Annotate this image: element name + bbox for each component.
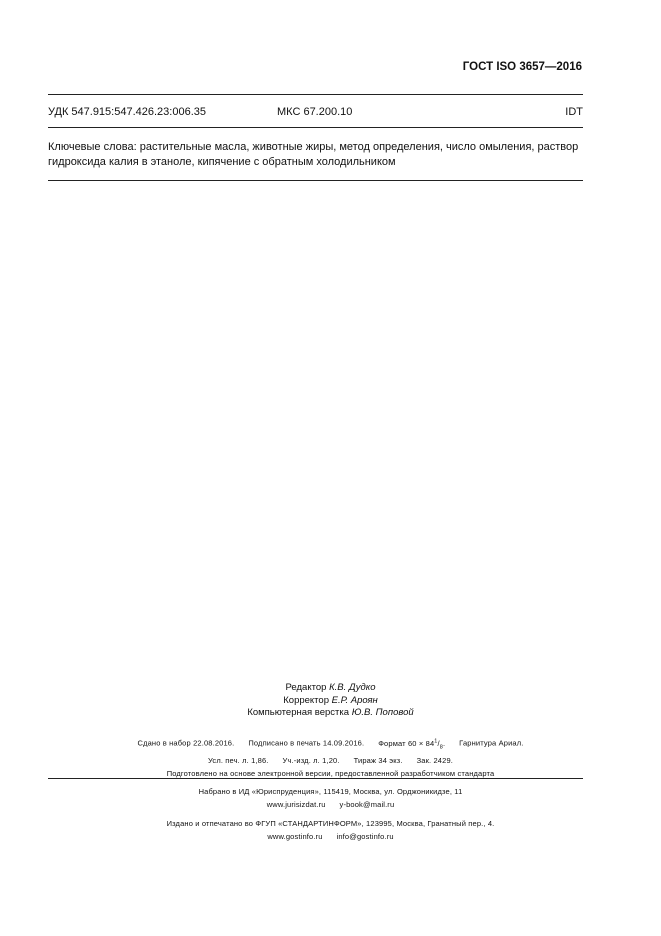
typeset-email-link[interactable]: y-book@mail.ru	[339, 800, 395, 809]
print-info-line-1	[0, 735, 661, 754]
keywords-line-2: гидроксида калия в этаноле, кипячение с обратным холодильником	[48, 156, 396, 168]
mks-code: МКС 67.200.10	[277, 106, 353, 118]
header-divider	[48, 94, 583, 95]
format-sub: 8	[439, 744, 443, 750]
meta-divider	[48, 127, 583, 128]
order-number: Зак. 2429.	[416, 756, 453, 765]
corrector-label: Корректор	[283, 694, 329, 706]
publisher-contacts	[0, 830, 661, 843]
imprint-divider	[48, 778, 583, 779]
typeset-block	[0, 785, 661, 811]
udk-code: УДК 547.915:547.426.23:006.35	[48, 106, 206, 118]
publisher-email-link[interactable]: info@gostinfo.ru	[336, 832, 394, 841]
format: Формат $60 \times 84^1/_8$.	[378, 738, 446, 750]
print-info-block	[0, 735, 661, 780]
keywords-line-1: Ключевые слова: растительные масла, животные жиры, метод определения, число омыления, раствор	[48, 141, 579, 153]
submitted-date: Сдано в набор 22.08.2016.	[137, 738, 235, 748]
prepared-note: Подготовлено на основе электронной версии, предоставленной разработчиком стандарта	[166, 769, 495, 778]
publisher-line: Издано и отпечатано во ФГУП «СТАНДАРТИНФОРМ», 123995, Москва, Гранатный пер., 4.	[166, 819, 495, 828]
corrector-line	[0, 695, 661, 708]
editor-line	[0, 682, 661, 695]
layout-line	[0, 707, 661, 720]
editor-label: Редактор	[285, 682, 327, 693]
publisher-site-link[interactable]: www.gostinfo.ru	[267, 832, 323, 841]
print-run: Тираж 34 экз.	[353, 756, 403, 765]
format-prefix: Формат 60 × 84	[378, 738, 435, 748]
print-info-line-2	[0, 754, 661, 767]
print-sheets: Усл. печ. л. 1,86.	[208, 756, 269, 765]
classification-row	[48, 106, 583, 118]
editor-name: К.В. Дудко	[329, 682, 376, 693]
typeset-site-link[interactable]: www.jurisizdat.ru	[266, 800, 326, 809]
keywords-block	[48, 140, 588, 170]
layout-name: Ю.В. Поповой	[351, 707, 414, 718]
format-sup: 1	[434, 738, 438, 744]
equivalence-code: IDT	[565, 106, 583, 118]
keywords-divider	[48, 180, 583, 181]
typeset-contacts	[0, 798, 661, 811]
corrector-name: Е.Р. Ароян	[331, 694, 378, 706]
typeset-line: Набрано в ИД «Юриспруденция», 115419, Москва, ул. Орджоникидзе, 11	[198, 787, 463, 796]
credits-block	[0, 682, 661, 720]
typeface: Гарнитура Ариал.	[459, 738, 524, 748]
publishing-sheets: Уч.-изд. л. 1,20.	[282, 756, 340, 765]
standard-designation: ГОСТ ISO 3657—2016	[462, 61, 582, 73]
signed-date: Подписано в печать 14.09.2016.	[248, 738, 365, 748]
publisher-block	[0, 817, 661, 843]
layout-label: Компьютерная верстка	[247, 707, 350, 718]
